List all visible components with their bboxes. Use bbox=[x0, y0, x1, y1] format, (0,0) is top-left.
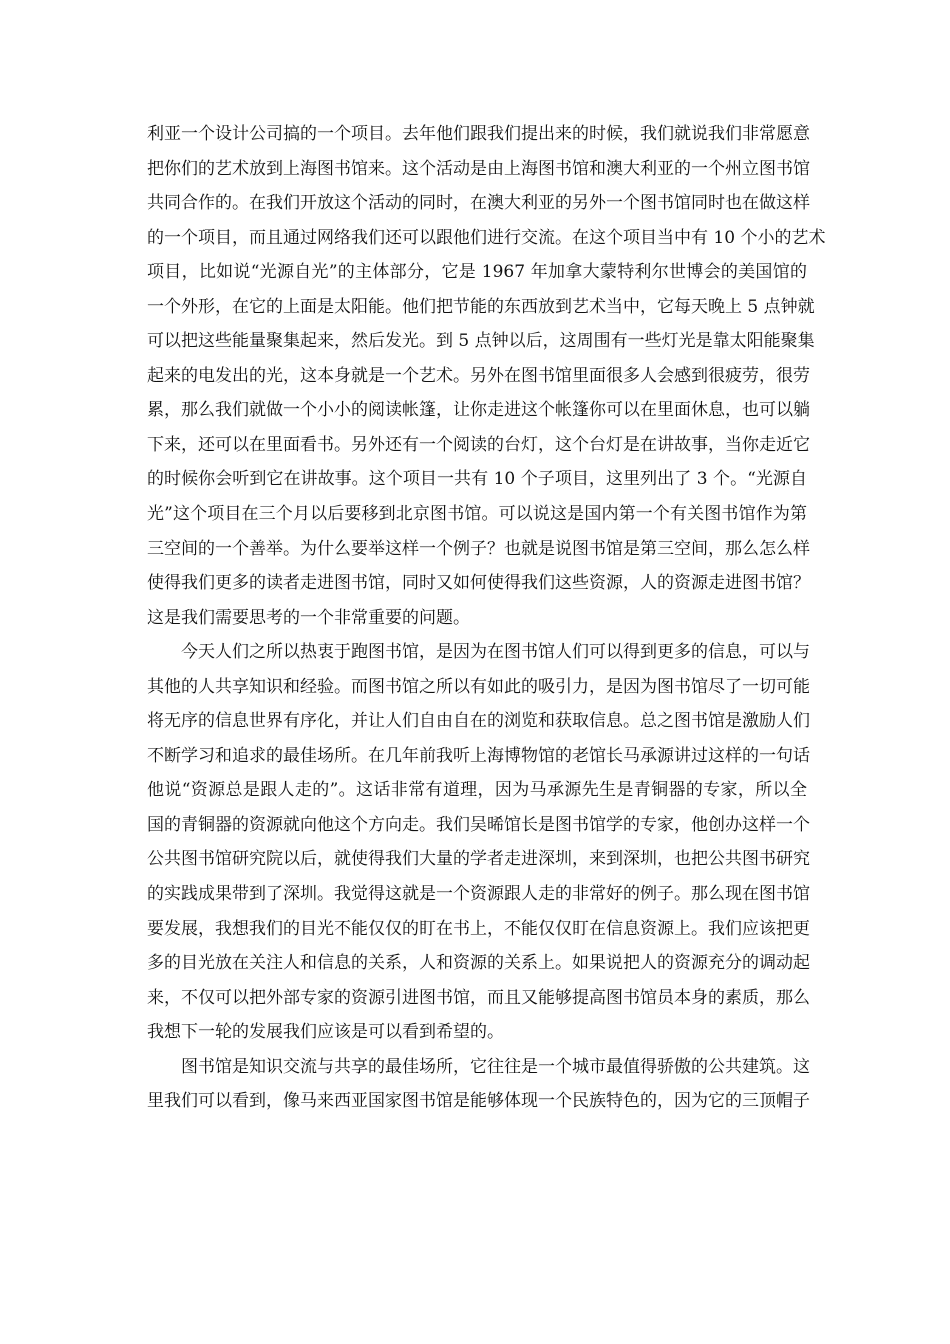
text-line: 这是我们需要思考的一个非常重要的问题。 bbox=[147, 607, 470, 628]
text-line: 多的目光放在关注人和信息的关系，人和资源的关系上。如果说把人的资源充分的调动起 bbox=[147, 953, 810, 974]
text-line: 今天人们之所以热衷于跑图书馆，是因为在图书馆人们可以得到更多的信息，可以与 bbox=[181, 642, 810, 663]
text-line: 我想下一轮的发展我们应该是可以看到希望的。 bbox=[147, 1022, 504, 1043]
text-line: 把你们的艺术放到上海图书馆来。这个活动是由上海图书馆和澳大利亚的一个州立图书馆 bbox=[147, 158, 810, 179]
text-line: 图书馆是知识交流与共享的最佳场所，它往往是一个城市最值得骄傲的公共建筑。这 bbox=[181, 1056, 810, 1077]
text-line: 一个外形，在它的上面是太阳能。他们把节能的东西放到艺术当中，它每天晚上 5 点钟就 bbox=[147, 296, 815, 317]
text-line: 的时候你会听到它在讲故事。这个项目一共有 10 个子项目，这里列出了 3 个。“光源自 bbox=[147, 469, 807, 490]
text-line: 里我们可以看到，像马来西亚国家图书馆是能够体现一个民族特色的，因为它的三顶帽子 bbox=[147, 1091, 810, 1112]
text-line: 可以把这些能量聚集起来，然后发光。到 5 点钟以后，这周围有一些灯光是靠太阳能聚集 bbox=[147, 331, 815, 352]
text-line: 的一个项目，而且通过网络我们还可以跟他们进行交流。在这个项目当中有 10 个小的艺术 bbox=[147, 227, 826, 248]
text-line: 光”这个项目在三个月以后要移到北京图书馆。可以说这是国内第一个有关图书馆作为第 bbox=[147, 504, 807, 525]
text-line: 公共图书馆研究院以后，就使得我们大量的学者走进深圳，来到深圳，也把公共图书研究 bbox=[147, 849, 810, 870]
text-line: 将无序的信息世界有序化，并让人们自由自在的浏览和获取信息。总之图书馆是激励人们 bbox=[147, 711, 810, 732]
paragraph-1 bbox=[147, 117, 826, 635]
text-line: 国的青铜器的资源就向他这个方向走。我们吴晞馆长是图书馆学的专家，他创办这样一个 bbox=[147, 814, 810, 835]
paragraph-2 bbox=[147, 635, 810, 1050]
text-line: 项目，比如说“光源自光”的主体部分，它是 1967 年加拿大蒙特利尔世博会的美国馆的 bbox=[147, 262, 807, 283]
text-line: 起来的电发出的光，这本身就是一个艺术。另外在图书馆里面很多人会感到很疲劳，很劳 bbox=[147, 365, 810, 386]
text-line: 来，不仅可以把外部专家的资源引进图书馆，而且又能够提高图书馆员本身的素质，那么 bbox=[147, 987, 810, 1008]
paragraph-3 bbox=[147, 1050, 810, 1119]
text-line: 要发展，我想我们的目光不能仅仅的盯在书上，不能仅仅盯在信息资源上。我们应该把更 bbox=[147, 918, 810, 939]
body-text bbox=[147, 117, 826, 1119]
text-line: 使得我们更多的读者走进图书馆，同时又如何使得我们这些资源，人的资源走进图书馆？ bbox=[147, 573, 810, 594]
text-line: 三空间的一个善举。为什么要举这样一个例子？也就是说图书馆是第三空间，那么怎么样 bbox=[147, 538, 810, 559]
text-line: 的实践成果带到了深圳。我觉得这就是一个资源跟人走的非常好的例子。那么现在图书馆 bbox=[147, 884, 810, 905]
text-line: 累，那么我们就做一个小小的阅读帐篷，让你走进这个帐篷你可以在里面休息，也可以躺 bbox=[147, 400, 810, 421]
text-line: 利亚一个设计公司搞的一个项目。去年他们跟我们提出来的时候，我们就说我们非常愿意 bbox=[147, 124, 810, 144]
text-line: 下来，还可以在里面看书。另外还有一个阅读的台灯，这个台灯是在讲故事，当你走近它 bbox=[147, 434, 810, 455]
text-line: 共同合作的。在我们开放这个活动的同时，在澳大利亚的另外一个图书馆同时也在做这样 bbox=[147, 193, 810, 214]
text-line: 不断学习和追求的最佳场所。在几年前我听上海博物馆的老馆长马承源讲过这样的一句话 bbox=[147, 745, 810, 766]
text-line: 其他的人共享知识和经验。而图书馆之所以有如此的吸引力，是因为图书馆尽了一切可能 bbox=[147, 676, 810, 697]
text-line: 他说“资源总是跟人走的”。这话非常有道理，因为马承源先生是青铜器的专家，所以全 bbox=[147, 780, 807, 801]
